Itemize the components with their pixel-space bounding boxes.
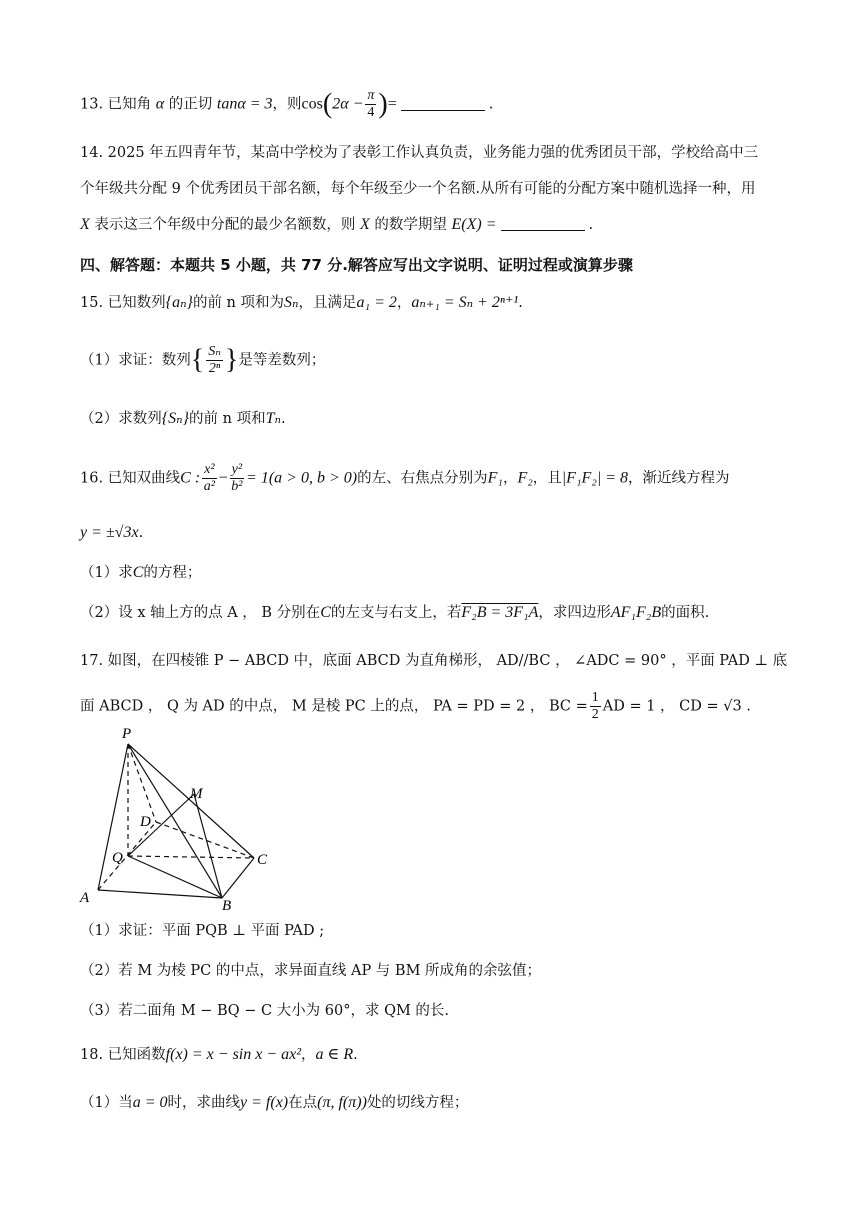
q14-answer-blank[interactable] bbox=[501, 216, 585, 231]
section-heading: 四、解答题：本题共 5 小题，共 77 分.解答应写出文字说明、证明过程或演算步骤 bbox=[80, 256, 633, 274]
label-C: C bbox=[257, 852, 268, 868]
q14-line-3: X 表示这三个年级中分配的最少名额数，则 X 的数学期望 E(X) = . bbox=[80, 216, 594, 233]
q15-part-1: （1）求证：数列{ $\frac{\text{Sₙ}}{\text{2ⁿ}}$ }是等差数列； bbox=[80, 344, 326, 376]
q13-answer-blank[interactable] bbox=[401, 96, 485, 111]
question-16: 16. 已知双曲线C : $\frac{\text{x²}}{\text{a²}}$ − $\frac{\text{y²}}{\text{b²}}$ = 1(a > 0, b > 0)的左、右焦点分别为F₁，F₂，且|F₁F₂| = 8，渐近线方程为 bbox=[80, 462, 730, 494]
q13-condition: tanα = 3 bbox=[216, 95, 273, 113]
question-18: 18. 已知函数f(x) = x − sin x − ax²，a ∈ R. bbox=[80, 1046, 358, 1063]
edge-DC bbox=[156, 822, 254, 858]
q17-part-2: （2）若 M 为棱 PC 的中点，求异面直线 AP 与 BM 所成角的余弦值； bbox=[80, 963, 542, 979]
pyramid-figure bbox=[76, 722, 276, 912]
q17-part-3: （3）若二面角 M − BQ − C 大小为 60°，求 QM 的长. bbox=[80, 1003, 450, 1019]
edge-QC bbox=[128, 856, 254, 858]
q14-line-2: 个年级共分配 9 个优秀团员干部名额，每个年级至少一个名额.从所有可能的分配方案中随机选择一种，用 bbox=[80, 181, 756, 197]
q16-part-1: （1）求C的方程； bbox=[80, 564, 202, 581]
q13-equals: = bbox=[387, 95, 397, 113]
q15-part-2: （2）求数列{Sₙ}的前 n 项和Tₙ. bbox=[80, 410, 286, 427]
edge-MB bbox=[194, 794, 222, 898]
q17-line-2: 面 ABCD ， Q 为 AD 的中点， M 是棱 PC 上的点， PA = PD = 2 ， BC = $\frac{1}{2}$ AD = 1 ， CD = √3 . bbox=[80, 690, 751, 722]
q13-text: 13. 已知角 bbox=[80, 96, 152, 113]
question-15: 15. 已知数列{aₙ}的前 n 项和为Sₙ，且满足a₁ = 2，aₙ₊₁ = Sₙ + 2ⁿ⁺¹. bbox=[80, 294, 523, 311]
edge-PA bbox=[98, 744, 128, 890]
q15-fraction: $\frac{\text{Sₙ}}{\text{2ⁿ}}$ bbox=[208, 344, 221, 376]
label-P: P bbox=[122, 726, 132, 742]
q13-cos: cos bbox=[301, 95, 323, 113]
q13-text-2: 的正切 bbox=[168, 96, 213, 113]
q17-part-1: （1）求证：平面 PQB ⊥ 平面 PAD ; bbox=[80, 923, 325, 939]
q13-expr: 2α − bbox=[332, 95, 364, 113]
edge-AB bbox=[98, 890, 222, 898]
label-Q: Q bbox=[112, 850, 123, 866]
edge-QB bbox=[128, 856, 222, 898]
label-D: D bbox=[140, 814, 151, 830]
question-13: 13. 已知角 α 的正切 tanα = 3，则cos(2α − $\frac{\pi}{4}$ )= . bbox=[80, 88, 494, 120]
q14-line-1: 14. 2025 年五四青年节，某高中学校为了表彰工作认真负责，业务能力强的优秀团员干部，学校给高中三 bbox=[80, 145, 759, 161]
q16-asymptote: y = ±√3x. bbox=[80, 524, 144, 541]
q17-line-1: 17. 如图，在四棱锥 P − ABCD 中，底面 ABCD 为直角梯形， AD//BC ， ∠ADC = 90° ，平面 PAD ⊥ 底 bbox=[80, 653, 788, 669]
q13-fraction: $\frac{\pi}{4}$ bbox=[367, 88, 375, 120]
edge-QM bbox=[128, 794, 194, 856]
q16-part-2: （2）设 x 轴上方的点 A ， B 分别在C的左支与右支上，若F₂B = 3F₁A，求四边形AF₁F₂B的面积. bbox=[80, 604, 710, 621]
q13-text-3: ，则 bbox=[272, 96, 302, 113]
q13-alpha: α bbox=[155, 95, 165, 113]
label-A: A bbox=[80, 890, 90, 906]
edge-BC bbox=[222, 858, 254, 898]
label-M: M bbox=[190, 786, 203, 802]
label-B: B bbox=[222, 898, 232, 912]
q18-part-1: （1）当a = 0时，求曲线y = f(x)在点(π, f(π))处的切线方程； bbox=[80, 1094, 469, 1111]
